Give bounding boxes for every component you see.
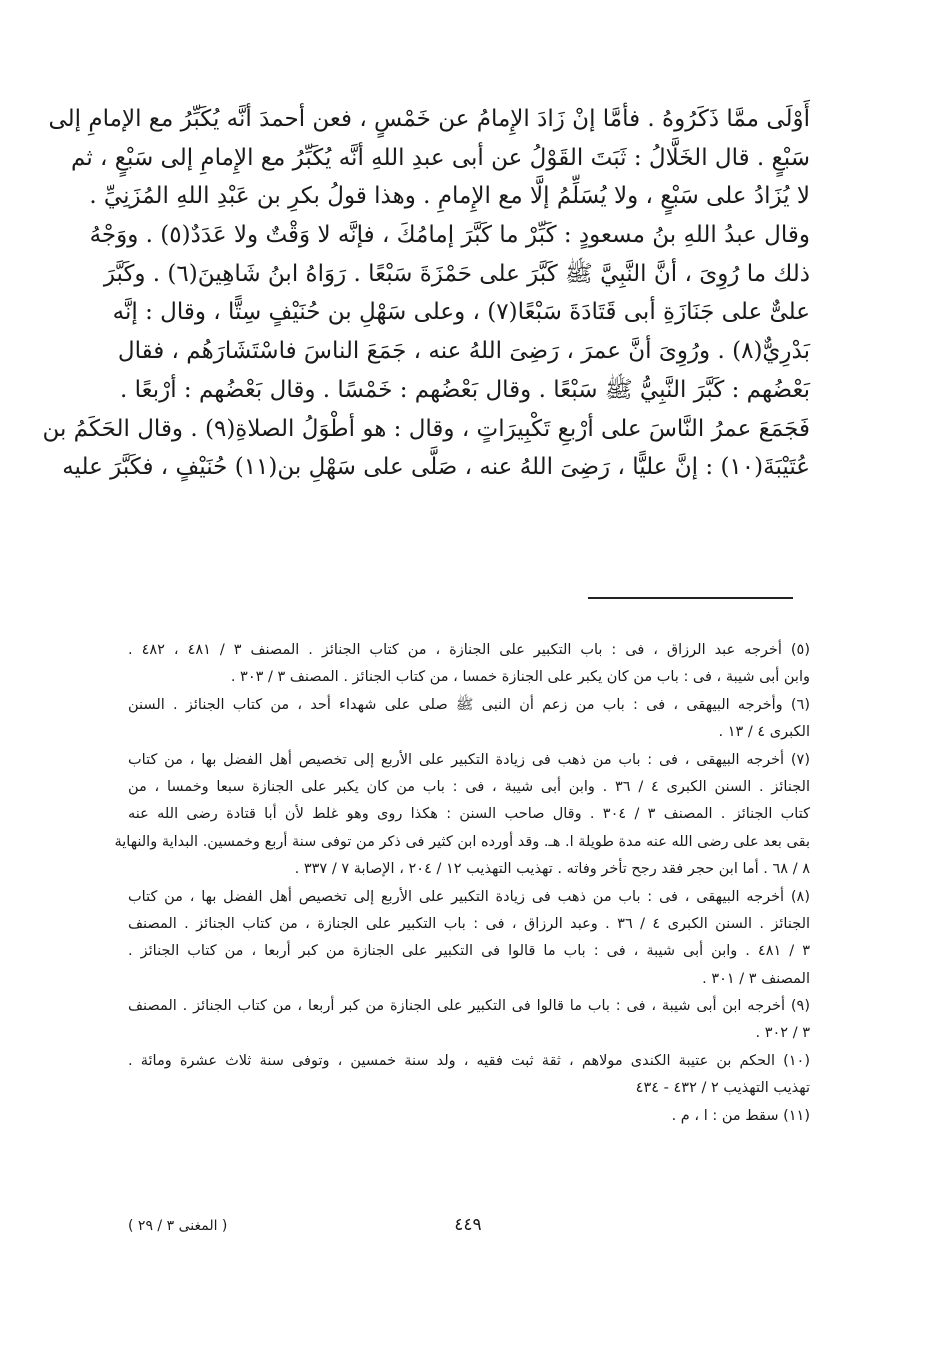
main-text-line: عُتَيْبَةَ(١٠) : إنَّ عليًّا ، رَضِىَ اللهُ عنه ، صَلَّى على سَهْلِ بن(١١) حُنَيْفٍ ، فكَبَّرَ عليه — [62, 454, 810, 481]
main-text-line: ذلك ما رُوِىَ ، أنَّ النَّبِيَّ ﷺ كَبَّرَ على حَمْزَةَ سَبْعًا . رَوَاهُ ابنُ شَاهِينَ(٦) . وكَبَّرَ — [103, 260, 810, 287]
main-text-line: لا يُزَادُ على سَبْعٍ ، ولا يُسَلِّمُ إلَّا مع الإِمامِ . وهذا قولُ بكرِ بن عَبْدِ اللهِ المُزَنِيِّ . — [89, 183, 810, 210]
footnote-divider — [588, 597, 793, 599]
footnote-line: تهذيب التهذيب ٢ / ٤٣٢ - ٤٣٤ — [635, 1080, 810, 1097]
main-text-line: بَعْضُهم : كَبَّرَ النَّبِيُّ ﷺ سَبْعًا . وقال بَعْضُهم : خَمْسًا . وقال بَعْضُهم : أرْبعًا . — [119, 376, 810, 403]
footnotes-block — [114, 637, 811, 1130]
footnote-line: ٣ / ٤٨١ . وابن أبى شيبة ، فى : باب ما قالوا فى التكبير على الجنازة من كبر أربعا ، من كتاب الجنائز . — [128, 943, 811, 960]
footnote-line: (٦) وأخرجه البيهقى ، فى : باب من زعم أن النبى ﷺ صلى على شهداء أحد ، من كتاب الجنائز . السنن — [128, 696, 810, 713]
footnote-line: (٥) أخرجه عبد الرزاق ، فى : باب التكبير على الجنازة ، من كتاب الجنائز . المصنف ٣ / ٤٨١ ، ٤٨٢ . — [128, 642, 810, 658]
footnote-line: (٩) أخرجه ابن أبى شيبة ، فى : باب ما قالوا فى التكبير على الجنازة من كبر أربعا ، من كتاب الجنائز . المصنف — [128, 998, 810, 1015]
footnote-line: الجنائز . السنن الكبرى ٤ / ٣٦ . وعبد الرزاق ، فى : باب التكبير على الجنازة ، من كتاب الجنائز . المصنف — [128, 915, 811, 932]
page-number: ٤٤٩ — [454, 1215, 482, 1235]
main-text-block — [42, 100, 810, 487]
main-text-line: علىٌّ على جَنَازَةِ أبى قَتَادَةَ سَبْعًا(٧) ، وعلى سَهْلِ بن حُنَيْفٍ سِتًّا ، وقال : إنَّه — [112, 299, 810, 326]
main-text-line: وقال عبدُ اللهِ بنُ مسعودٍ : كَبِّرْ ما كَبَّرَ إمامُكَ ، فإنَّه لا وَقْتٌ ولا عَدَدٌ(٥) . ووَجْهُ — [89, 222, 810, 249]
printer-signature: ( المغنى ٣ / ٢٩ ) — [128, 1218, 228, 1234]
footnote-line: (٧) أخرجه البيهقى ، فى : باب من ذهب فى زيادة التكبير على الأربع إلى تخصيص أهل الفضل بها ، من كتاب — [128, 751, 810, 768]
footnote-line: (١٠) الحكم بن عتيبة الكندى مولاهم ، ثقة ثبت فقيه ، ولد سنة خمسين ، وتوفى سنة ثلاث عشرة ومائة . — [128, 1052, 810, 1069]
footnote-line: (١١) سقط من : ا ، م . — [671, 1107, 810, 1124]
footnote-line: المصنف ٣ / ٣٠١ . — [702, 970, 810, 987]
main-text-line: فَجَمَعَ عمرُ النَّاسَ على أرْبعِ تَكْبِيرَاتٍ ، وقال : هو أطْوَلُ الصلاةِ(٩) . وقال الحَكَمُ بن — [42, 415, 810, 442]
footnote-line: (٨) أخرجه البيهقى ، فى : باب من ذهب فى زيادة التكبير على الأربع إلى تخصيص أهل الفضل بها ، من كتاب — [128, 888, 810, 905]
footnote-line: بقى بعد على رضى الله عنه مدة طويلة ا. هـ. وقد أورده ابن كثير فى ذكر من توفى سنة أربع وخمسين. البداية والنهاية — [114, 833, 810, 850]
footnote-line: ٣ / ٣٠٢ . — [755, 1025, 810, 1042]
footnote-line: كتاب الجنائز . المصنف ٣ / ٣٠٤ . وقال صاحب السنن : هكذا روى وهو غلط لأن أبا قتادة رضى الله عنه — [128, 806, 810, 823]
footnote-line: الكبرى ٤ / ١٣ . — [718, 724, 810, 741]
footnote-line: ٨ / ٦٨ . أما ابن حجر فقد رجح تأخر وفاته . تهذيب التهذيب ١٢ / ٢٠٤ ، الإصابة ٧ / ٣٣٧ . — [294, 861, 810, 878]
footnote-line: الجنائز . السنن الكبرى ٤ / ٣٦ . وابن أبى شيبة ، فى : باب من كان يكبر على الجنازة سبعا وخمسا ، من — [128, 778, 810, 795]
main-text-line: أَوْلَى ممَّا ذَكَرُوهُ . فأمَّا إنْ زَادَ الإِمامُ عن خَمْسٍ ، فعن أحمدَ أنَّه يُكَبِّرُ مع الإمامِ إلى — [48, 106, 810, 132]
main-text-line: سَبْعٍ . قال الخَلَّالُ : ثَبَتَ القَوْلُ عن أبى عبدِ اللهِ أنَّه يُكَبِّرُ مع الإِمامِ إلى سَبْعٍ ، ثم — [71, 144, 810, 171]
main-text-line: بَدْرِيٌّ(٨) . ورُوِىَ أنَّ عمرَ ، رَضِىَ اللهُ عنه ، جَمَعَ الناسَ فاسْتَشَارَهُم ، فقال — [117, 338, 810, 365]
footnote-line: وابن أبى شيبة ، فى : باب من كان يكبر على الجنازة خمسا ، من كتاب الجنائز . المصنف ٣ / ٣٠٣ . — [230, 669, 810, 686]
